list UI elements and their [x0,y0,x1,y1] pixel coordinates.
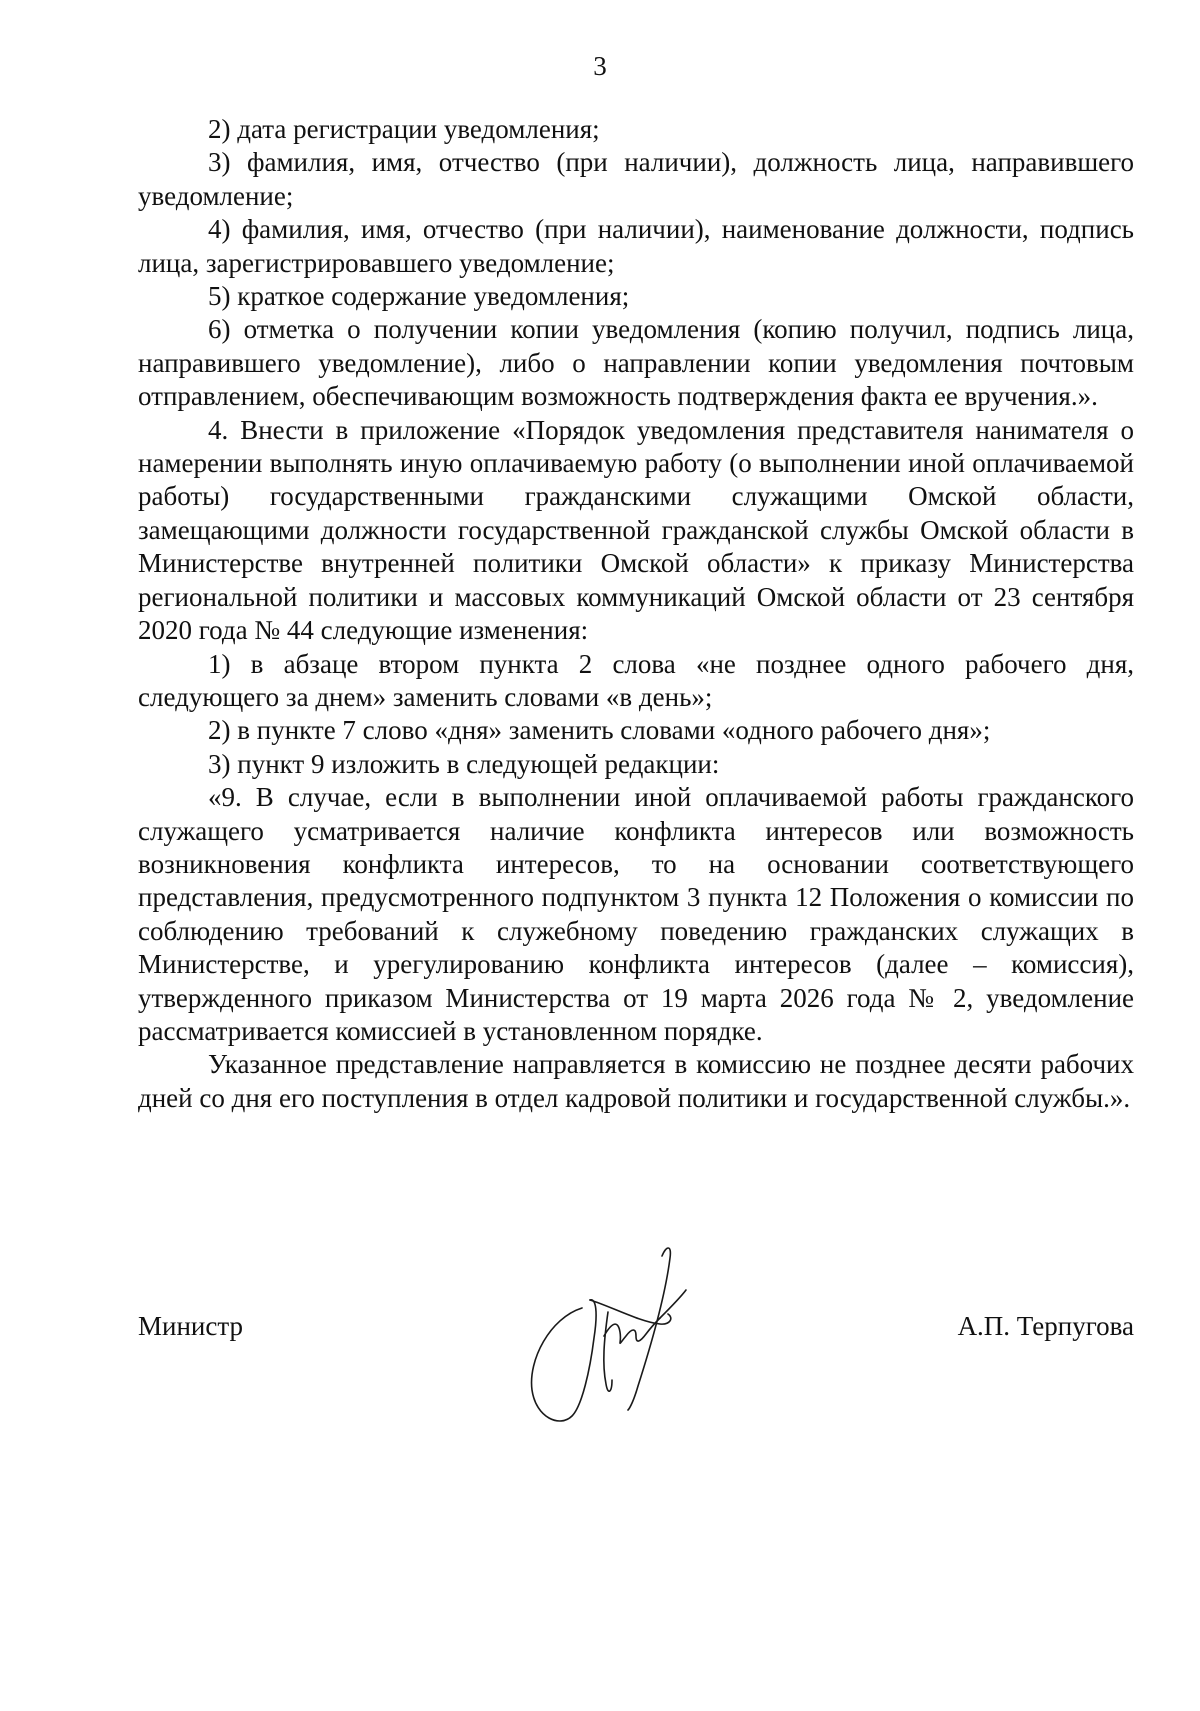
paragraph-item-2: 2) дата регистрации уведомления; [208,114,600,144]
paragraph-item-6: 6) отметка о получении копии уведомления (копию получил, подпись лица, направившего уведомление), либо о направлении копии уведомления почтовым отправлением, обеспечивающим возможность подтверждения факта ее вручения.». [138,314,1134,412]
paragraph-clause-9-continuation: Указанное представление направляется в комиссию не позднее десяти рабочих дней со дня его поступления в отдел кадровой политики и государственной службы.». [138,1049,1134,1113]
paragraph-item-5: 5) краткое содержание уведомления; [208,281,630,312]
paragraph-new-clause-9: «9. В случае, если в выполнении иной оплачиваемой работы гражданского служащего усматривается наличие конфликта интересов или возможность возникновения конфликта интересов, то на основании соответствующего представления, предусмотренного подпунктом 3 пункта 12 Положения о комиссии по соблюдению требований к служебному поведению гражданских служащих в Министерстве, и урегулированию конфликта интересов (далее – комиссия), утвержденного приказом Министерства от 19 марта 2026 года № 2, уведомление рассматривается комиссией в установленном порядке. [138,782,1134,1046]
page-number: 3 [593,51,607,81]
document-body [138,113,1134,1115]
paragraph-subitem-2: 2) в пункте 7 слово «дня» заменить словами «одного рабочего дня»; [208,715,991,746]
paragraph-item-3: 3) фамилия, имя, отчество (при наличии), должность лица, направившего уведомление; [138,147,1134,211]
signatory-name: А.П. Терпугова [957,1311,1134,1341]
paragraph-subitem-3: 3) пункт 9 изложить в следующей редакции: [208,748,720,779]
paragraph-clause-4: 4. Внести в приложение «Порядок уведомления представителя нанимателя о намерении выполнять иную оплачиваемую работу (о выполнении иной оплачиваемой работы) государственными гражданскими служащими Омской области, замещающими должности государственной гражданской службы Омской области в Министерстве внутренней политики Омской области» к приказу Министерства региональной политики и массовых коммуникаций Омской области от 23 сентября 2020 года № 44 следующие изменения: [138,414,1134,646]
signature-stroke-loop [532,1300,597,1421]
signatory-role: Министр [138,1311,243,1341]
handwritten-signature-icon [520,1240,700,1430]
paragraph-subitem-1: 1) в абзаце втором пункта 2 слова «не позднее одного рабочего дня, следующего за днем» заменить словами «в день»; [138,648,1134,712]
signature-stroke-descender [604,1312,612,1391]
paragraph-item-4: 4) фамилия, имя, отчество (при наличии), наименование должности, подпись лица, зарегистрировавшего уведомление; [138,214,1134,278]
